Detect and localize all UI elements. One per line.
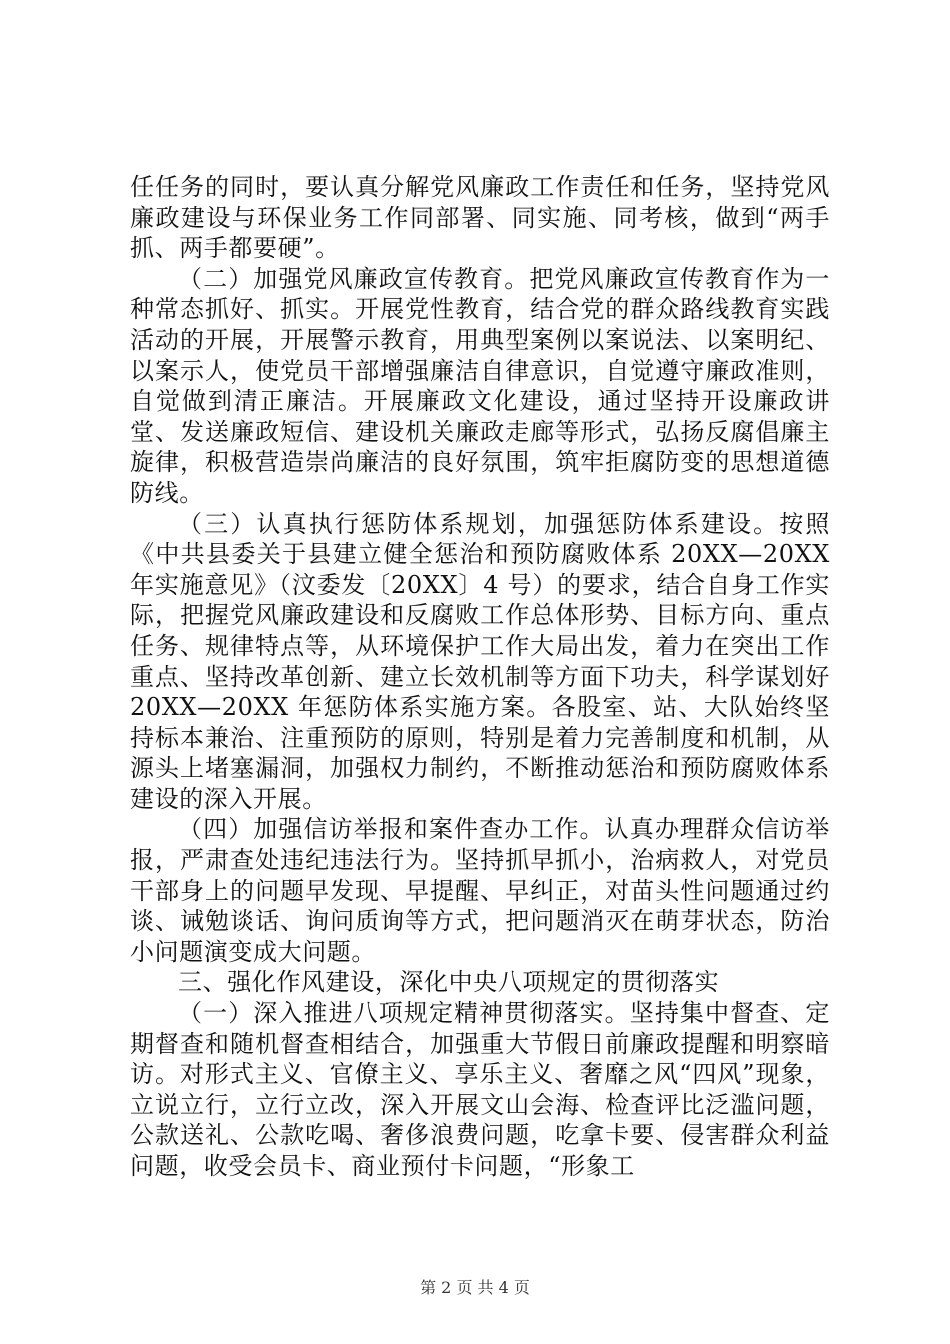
- paragraph-section-2-4: （四）加强信访举报和案件查办工作。认真办理群众信访举报，严肃查处违纪违法行为。坚持抓早抓小，治病救人，对党员干部身上的问题早发现、早提醒、早纠正，对苗头性问题通过约谈、诫勉谈话、询问质询等方式，把问题消灭在萌芽状态，防治小问题演变成大问题。: [130, 815, 830, 966]
- paragraph-continuation: 任任务的同时，要认真分解党风廉政工作责任和任务，坚持党风廉政建设与环保业务工作同部署、同实施、同考核，做到“两手抓、两手都要硬”。: [130, 173, 830, 263]
- section-heading-3: 三、强化作风建设，深化中央八项规定的贯彻落实: [178, 968, 720, 997]
- page-footer: 第 2 页 共 4 页: [420, 1278, 530, 1297]
- paragraph-section-2-2: （二）加强党风廉政宣传教育。把党风廉政宣传教育作为一种常态抓好、抓实。开展党性教育，结合党的群众路线教育实践活动的开展，开展警示教育，用典型案例以案说法、以案明纪、以案示人，使党员干部增强廉洁自律意识，自觉遵守廉政准则，自觉做到清正廉洁。开展廉政文化建设，通过坚持开设廉政讲堂、发送廉政短信、建设机关廉政走廊等形式，弘扬反腐倡廉主旋律，积极营造崇尚廉洁的良好氛围，筑牢拒腐防变的思想道德防线。: [130, 264, 830, 507]
- paragraph-section-2-3: （三）认真执行惩防体系规划，加强惩防体系建设。按照《中共县委关于县建立健全惩治和预防腐败体系 20XX—20XX 年实施意见》（汶委发〔20XX〕4 号）的要求，结合自身工作实际，把握党风廉政建设和反腐败工作总体形势、目标方向、重点任务、规律特点等，从环境保护工作大局出发，着力在突出工作重点、坚持改革创新、建立长效机制等方面下功夫，科学谋划好 20XX—20XX 年惩防体系实施方案。各股室、站、大队始终坚持标本兼治、注重预防的原则，特别是着力完善制度和机制，从源头上堵塞漏洞，加强权力制约，不断推动惩治和预防腐败体系建设的深入开展。: [130, 509, 830, 813]
- paragraph-section-3-1: （一）深入推进八项规定精神贯彻落实。坚持集中督查、定期督查和随机督查相结合，加强重大节假日前廉政提醒和明察暗访。对形式主义、官僚主义、享乐主义、奢靡之风“四风”现象，立说立行，立行立改，深入开展文山会海、检查评比泛滥问题，公款送礼、公款吃喝、奢侈浪费问题，吃拿卡要、侵害群众利益问题，收受会员卡、商业预付卡问题，“形象工: [130, 999, 830, 1180]
- document-body: [130, 172, 830, 1182]
